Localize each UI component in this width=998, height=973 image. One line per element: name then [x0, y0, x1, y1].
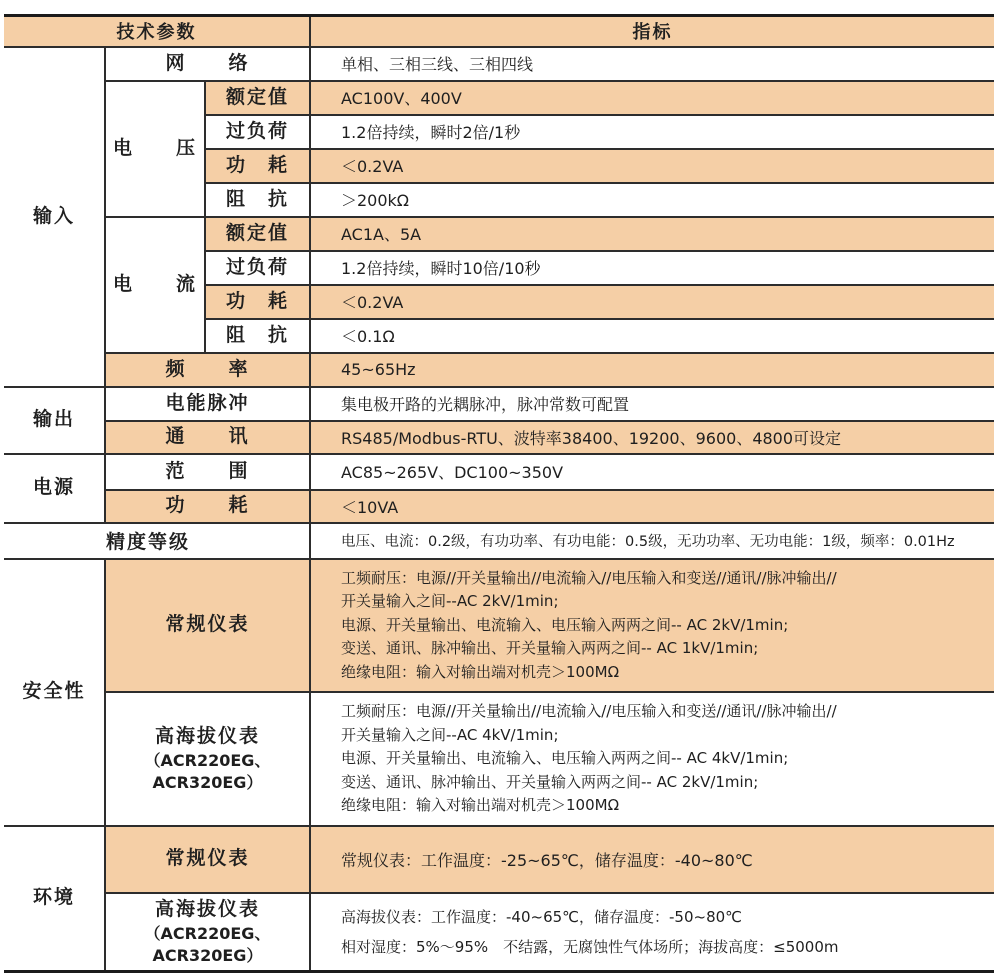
row-frequency — [4, 353, 994, 387]
cell-network-value: 单相、三相三线、三相四线 — [310, 47, 994, 81]
cell-comm-label: 通 讯 — [105, 421, 310, 454]
row-safety-regular — [4, 559, 994, 693]
cell-environment-high-altitude-value — [310, 893, 994, 972]
cell-safety-section-label: 安全性 — [4, 559, 105, 826]
cell-environment-section-label: 环境 — [4, 826, 105, 972]
cell-supply-consumption-value: ＜10VA — [310, 490, 994, 523]
cell-voltage-power-value: ＜0.2VA — [310, 149, 994, 183]
spec-line: 变送、通讯、脉冲输出、开关量输入两两之间-- AC 2kV/1min; — [341, 772, 759, 791]
row-energy-pulse — [4, 387, 994, 421]
row-voltage-rated — [4, 81, 994, 115]
cell-safety-high-altitude-value — [310, 692, 994, 826]
row-environment-regular — [4, 826, 994, 893]
spec-line: 高海拔仪表：工作温度：-40~65℃，储存温度：-50~80℃ — [341, 907, 743, 926]
cell-supply-range-value: AC85~265V、DC100~350V — [310, 454, 994, 490]
row-network — [4, 47, 994, 81]
row-communication — [4, 421, 994, 454]
label-line-1: 高海拔仪表 — [154, 898, 260, 921]
spec-line: 工频耐压：电源//开关量输出//电流输入//电压输入和变送//通讯//脉冲输出// — [341, 568, 837, 587]
cell-current-group-label: 电 流 — [105, 217, 205, 353]
header-cell-parameter: 技术参数 — [4, 16, 310, 47]
cell-current-impedance-value: ＜0.1Ω — [310, 319, 994, 353]
cell-frequency-label: 频 率 — [105, 353, 310, 387]
label-line-1: 高海拔仪表 — [154, 725, 260, 748]
spec-line: 电源、开关量输出、电流输入、电压输入两两之间-- AC 2kV/1min; — [341, 615, 789, 634]
cell-voltage-overload-value: 1.2倍持续，瞬时2倍/1秒 — [310, 115, 994, 149]
cell-supply-consumption-label: 功 耗 — [105, 490, 310, 523]
cell-output-section-label: 输出 — [4, 387, 105, 454]
cell-current-power-value: ＜0.2VA — [310, 285, 994, 319]
spec-line: 工频耐压：电源//开关量输出//电流输入//电压输入和变送//通讯//脉冲输出// — [341, 702, 837, 720]
row-environment-high-altitude — [4, 893, 994, 972]
cell-current-rated-label: 额定值 — [205, 217, 310, 251]
cell-current-overload-label: 过负荷 — [205, 251, 310, 285]
row-supply-consumption — [4, 490, 994, 523]
header-row — [4, 16, 994, 47]
cell-voltage-group-label: 电 压 — [105, 81, 205, 217]
header-cell-indicator: 指标 — [310, 16, 994, 47]
spec-line: 变送、通讯、脉冲输出、开关量输入两两之间-- AC 1kV/1min; — [341, 639, 759, 657]
spec-line: 绝缘电阻：输入对输出端对机壳＞100MΩ — [341, 796, 620, 814]
row-accuracy — [4, 523, 994, 559]
cell-network-label: 网 络 — [105, 47, 310, 81]
row-current-rated — [4, 217, 994, 251]
cell-voltage-power-label: 功 耗 — [205, 149, 310, 183]
cell-comm-value: RS485/Modbus-RTU、波特率38400、19200、9600、4800可设定 — [310, 421, 994, 454]
row-safety-high-altitude — [4, 692, 994, 826]
cell-safety-regular-value — [310, 559, 994, 693]
cell-input-section-label: 输入 — [4, 47, 105, 387]
cell-voltage-impedance-value: ＞200kΩ — [310, 183, 994, 217]
technical-parameters-table — [4, 14, 994, 973]
cell-current-overload-value: 1.2倍持续，瞬时10倍/10秒 — [310, 251, 994, 285]
label-line-2: （ACR220EG、ACR320EG） — [144, 923, 271, 965]
cell-supply-section-label: 电源 — [4, 454, 105, 523]
cell-environment-regular-value: 常规仪表：工作温度：-25~65℃，储存温度：-40~80℃ — [310, 826, 994, 893]
cell-environment-regular-label: 常规仪表 — [105, 826, 310, 893]
cell-voltage-impedance-label: 阻 抗 — [205, 183, 310, 217]
cell-safety-regular-label: 常规仪表 — [105, 559, 310, 693]
cell-pulse-label: 电能脉冲 — [105, 387, 310, 421]
cell-supply-range-label: 范 围 — [105, 454, 310, 490]
spec-line: 电源、开关量输出、电流输入、电压输入两两之间-- AC 4kV/1min; — [341, 749, 789, 767]
cell-pulse-value: 集电极开路的光耦脉冲，脉冲常数可配置 — [310, 387, 994, 421]
cell-voltage-rated-label: 额定值 — [205, 81, 310, 115]
row-supply-range — [4, 454, 994, 490]
spec-line: 开关量输入之间--AC 4kV/1min; — [341, 725, 559, 744]
cell-frequency-value: 45~65Hz — [310, 353, 994, 387]
cell-accuracy-label: 精度等级 — [4, 523, 310, 559]
spec-line: 绝缘电阻：输入对输出端对机壳＞100MΩ — [341, 662, 620, 681]
cell-environment-high-altitude-label — [105, 893, 310, 972]
cell-voltage-rated-value: AC100V、400V — [310, 81, 994, 115]
cell-current-impedance-label: 阻 抗 — [205, 319, 310, 353]
cell-accuracy-value: 电压、电流：0.2级，有功功率、有功电能：0.5级，无功功率、无功电能：1级，频率：0.01Hz — [310, 523, 994, 559]
cell-current-rated-value: AC1A、5A — [310, 217, 994, 251]
label-line-2: （ACR220EG、ACR320EG） — [144, 750, 271, 792]
cell-current-power-label: 功 耗 — [205, 285, 310, 319]
cell-voltage-overload-label: 过负荷 — [205, 115, 310, 149]
spec-line: 开关量输入之间--AC 2kV/1min; — [341, 592, 559, 610]
spec-line: 相对湿度：5%～95% 不结露，无腐蚀性气体场所；海拔高度：≤5000m — [341, 937, 839, 956]
cell-safety-high-altitude-label — [105, 692, 310, 826]
